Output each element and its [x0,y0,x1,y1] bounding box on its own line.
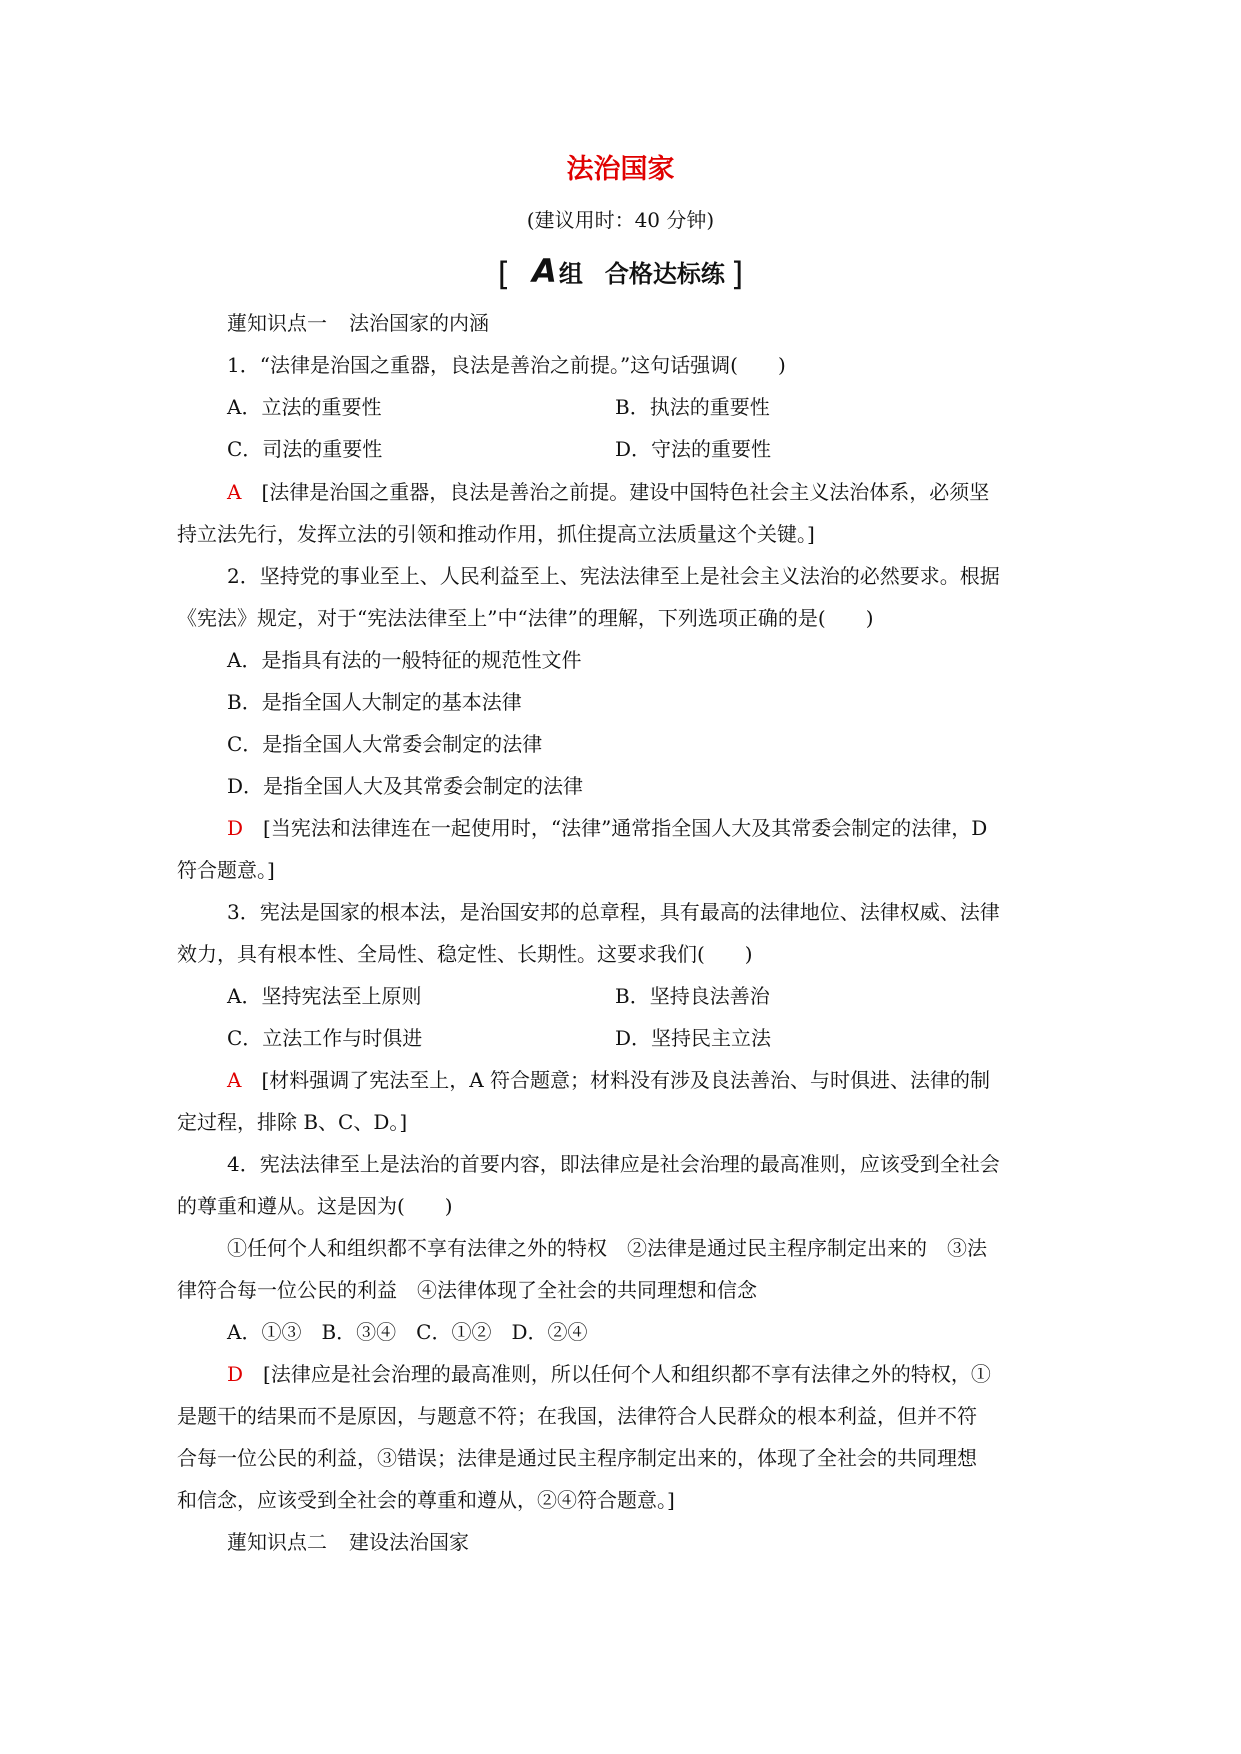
group-label: 组 [558,260,583,288]
question-3-options-row-1 [227,975,1066,1017]
option-d: D．守法的重要性 [615,437,772,461]
explanation-line: 是题干的结果而不是原因，与题意不符；在我国，法律符合人民群众的根本利益，但并不符 [177,1404,977,1428]
knowledge-point-icon: 蓮 [227,311,247,335]
explanation-line: 符合题意。] [177,858,275,882]
knowledge-point-heading [177,302,1066,344]
knowledge-point-name: 建设法治国家 [349,1530,469,1554]
option-c: C．是指全国人大常委会制定的法律 [227,732,543,756]
question-4-statements: ①任何个人和组织都不享有法律之外的特权 ②法律是通过民主程序制定出来的 ③法 [227,1236,987,1260]
question-1-options-row-2 [227,428,1066,470]
question-3-explanation: A [材料强调了宪法至上，A 符合题意；材料没有涉及良法善治、与时俱进、法律的制 [227,1068,991,1092]
group-letter: A [532,252,557,290]
option-c: C．司法的重要性 [227,437,383,461]
knowledge-point-name: 法治国家的内涵 [349,311,489,335]
question-4-explanation: D [法律应是社会治理的最高准则，所以任何个人和组织都不享有法律之外的特权，① [227,1362,991,1386]
question-4-statements-cont: 律符合每一位公民的利益 ④法律体现了全社会的共同理想和信念 [177,1278,757,1302]
suggested-time: (建议用时：40 分钟) [526,208,715,232]
question-2-stem-cont: 《宪法》规定，对于“宪法法律至上”中“法律”的理解，下列选项正确的是( ) [177,606,874,630]
group-header [0,253,1241,292]
question-2-explanation: D [当宪法和法律连在一起使用时，“法律”通常指全国人大及其常委会制定的法律，D [227,816,988,840]
option-b: B．坚持良法善治 [615,984,770,1008]
option-c: C．立法工作与时俱进 [227,1026,423,1050]
question-1-options-row-1 [227,386,1066,428]
option-d: D．是指全国人大及其常委会制定的法律 [227,774,584,798]
answer-letter: A [227,480,242,504]
explanation-line: 定过程，排除 B、C、D。] [177,1110,408,1134]
knowledge-point-icon: 蓮 [227,1530,247,1554]
question-4-options: A．①③ B．③④ C．①② D．②④ [227,1320,588,1344]
question-3-stem: 3．宪法是国家的根本法，是治国安邦的总章程，具有最高的法律地位、法律权威、法律 [227,900,1000,924]
explanation-line: 和信念，应该受到全社会的尊重和遵从，②④符合题意。] [177,1488,675,1512]
knowledge-point-label: 知识点一 [247,311,327,335]
option-a: A．立法的重要性 [227,395,382,419]
answer-letter: D [227,1362,244,1386]
knowledge-point-label: 知识点二 [247,1530,327,1554]
question-2-stem: 2．坚持党的事业至上、人民利益至上、宪法法律至上是社会主义法治的必然要求。根据 [227,564,1000,588]
page-title: 法治国家 [566,154,675,185]
option-a: A．坚持宪法至上原则 [227,984,422,1008]
question-4-stem-cont: 的尊重和遵从。这是因为( ) [177,1194,453,1218]
option-a: A．是指具有法的一般特征的规范性文件 [227,648,582,672]
answer-letter: A [227,1068,242,1092]
option-b: B．是指全国人大制定的基本法律 [227,690,522,714]
explanation-line: 合每一位公民的利益，③错误；法律是通过民主程序制定出来的，体现了全社会的共同理想 [177,1446,977,1470]
question-1-stem: 1．“法律是治国之重器，良法是善治之前提。”这句话强调( ) [227,353,786,377]
question-1-explanation: A [法律是治国之重器，良法是善治之前提。建设中国特色社会主义法治体系，必须坚 [227,480,990,504]
option-b: B．执法的重要性 [615,395,770,419]
question-3-stem-cont: 效力，具有根本性、全局性、稳定性、长期性。这要求我们( ) [177,942,753,966]
answer-letter: D [227,816,244,840]
knowledge-point-heading [177,1521,1066,1563]
explanation-line: 持立法先行，发挥立法的引领和推动作用，抓住提高立法质量这个关键。] [177,522,815,546]
question-4-stem: 4．宪法法律至上是法治的首要内容，即法律应是社会治理的最高准则，应该受到全社会 [227,1152,1000,1176]
right-bracket: ] [730,255,744,293]
option-d: D．坚持民主立法 [615,1026,772,1050]
left-bracket: [ [497,255,511,293]
group-name: 合格达标练 [604,260,725,288]
question-3-options-row-2 [227,1017,1066,1059]
